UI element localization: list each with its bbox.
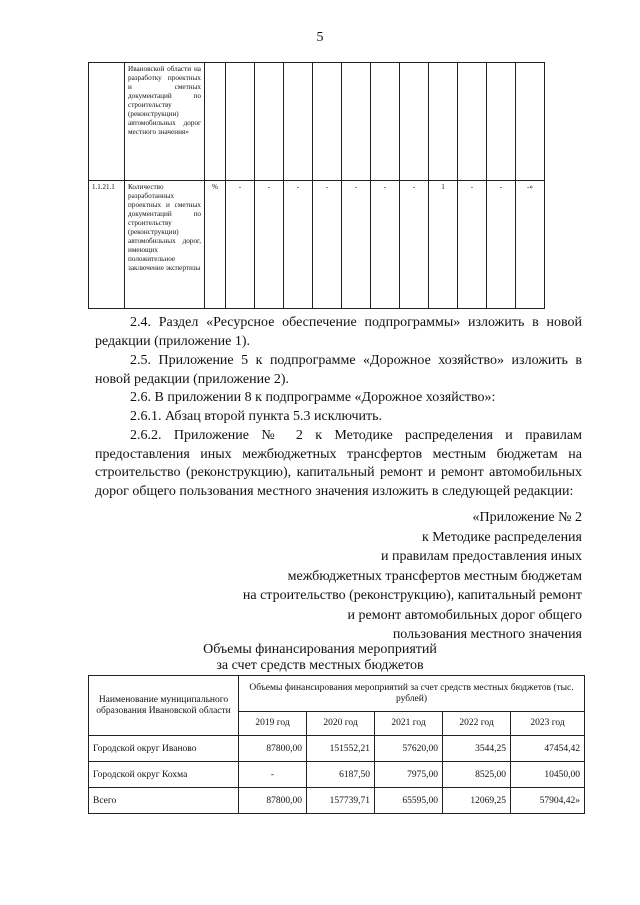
paragraph-2-6: 2.6. В приложении 8 к подпрограмме «Дорожное хозяйство»: xyxy=(130,390,496,405)
year-header: 2022 год xyxy=(443,712,511,736)
page-number: 5 xyxy=(316,30,324,45)
funding-value: 87800,00 xyxy=(239,736,307,762)
indicator-text: Количество разработанных проектных и сметных документаций по строительству (реконструкции) автомобильных дорог, имеющих положительное заключение экспертизы xyxy=(125,181,205,309)
table-row xyxy=(89,736,585,762)
year-header: 2021 год xyxy=(375,712,443,736)
indicator-value: - xyxy=(458,181,487,309)
paragraph-2-4: 2.4. Раздел «Ресурсное обеспечение подпрограммы» изложить в новой редакции (приложение 1). xyxy=(95,315,582,349)
indicator-value xyxy=(342,63,371,181)
indicator-value xyxy=(255,63,284,181)
indicator-row xyxy=(89,63,545,181)
year-header: 2023 год xyxy=(511,712,585,736)
funding-value: 65595,00 xyxy=(375,788,443,814)
indicator-value xyxy=(487,63,516,181)
indicator-value xyxy=(429,63,458,181)
appendix-line: и ремонт автомобильных дорог общего xyxy=(347,607,582,623)
indicator-value xyxy=(226,63,255,181)
funding-value: 12069,25 xyxy=(443,788,511,814)
appendix-line: «Приложение № 2 xyxy=(472,510,582,525)
indicator-value xyxy=(371,63,400,181)
indicator-value: 1 xyxy=(429,181,458,309)
year-header: 2020 год xyxy=(307,712,375,736)
indicator-value: - xyxy=(487,181,516,309)
indicator-value xyxy=(458,63,487,181)
indicator-code: 1.1.21.1 xyxy=(89,181,125,309)
header-municipality: Наименование муниципального образования Ивановской области xyxy=(89,676,239,736)
indicator-value: - xyxy=(371,181,400,309)
indicator-value: - xyxy=(284,181,313,309)
funding-value: 7975,00 xyxy=(375,762,443,788)
indicator-value xyxy=(313,63,342,181)
indicator-value: - xyxy=(313,181,342,309)
table-title-line: за счет средств местных бюджетов xyxy=(216,658,424,673)
funding-value: 87800,00 xyxy=(239,788,307,814)
indicator-value xyxy=(284,63,313,181)
funding-value: 151552,21 xyxy=(307,736,375,762)
indicator-value: - xyxy=(255,181,284,309)
municipality-name: Городской округ Иваново xyxy=(89,736,239,762)
funding-value: 57620,00 xyxy=(375,736,443,762)
funding-value: 47454,42 xyxy=(511,736,585,762)
appendix-line: на строительство (реконструкцию), капитальный ремонт xyxy=(242,588,582,603)
funding-value: 8525,00 xyxy=(443,762,511,788)
indicator-value: - xyxy=(342,181,371,309)
indicator-value xyxy=(400,63,429,181)
indicator-value: - xyxy=(226,181,255,309)
funding-value: 6187,50 xyxy=(307,762,375,788)
appendix-heading xyxy=(162,508,582,645)
finance-table xyxy=(88,675,585,814)
indicator-value xyxy=(516,63,545,181)
indicator-value: -» xyxy=(516,181,545,309)
table-title xyxy=(0,642,640,674)
funding-value: 10450,00 xyxy=(511,762,585,788)
funding-value: 3544,25 xyxy=(443,736,511,762)
funding-value: 157739,71 xyxy=(307,788,375,814)
municipality-name: Городской округ Кохма xyxy=(89,762,239,788)
indicator-unit xyxy=(205,63,226,181)
appendix-line: межбюджетных трансфертов местным бюджетам xyxy=(287,568,582,584)
indicator-code xyxy=(89,63,125,181)
indicator-row xyxy=(89,181,545,309)
year-header: 2019 год xyxy=(239,712,307,736)
header-funding: Объемы финансирования мероприятий за счет средств местных бюджетов (тыс. рублей) xyxy=(239,676,585,712)
table-row xyxy=(89,762,585,788)
paragraph-2-6-2: 2.6.2. Приложение № 2 к Методике распределения и правилам предоставления иных межбюджетных трансфертов местным бюджетам на строительство (реконструкцию), капитальный ремонт и ремонт автомобильных дорог общего пользования местного значения изложить в следующей редакции: xyxy=(95,428,582,499)
appendix-line: к Методике распределения xyxy=(421,529,582,545)
appendix-line: и правилам предоставления иных xyxy=(380,549,582,564)
total-label: Всего xyxy=(89,788,239,814)
table-row-total xyxy=(89,788,585,814)
table-title-line: Объемы финансирования мероприятий xyxy=(203,642,437,657)
paragraph-2-6-1: 2.6.1. Абзац второй пункта 5.3 исключить. xyxy=(130,409,383,424)
indicator-unit: % xyxy=(205,181,226,309)
indicator-table xyxy=(88,62,545,309)
indicator-value: - xyxy=(400,181,429,309)
paragraph-2-5: 2.5. Приложение 5 к подпрограмме «Дорожное хозяйство» изложить в новой редакции (приложение 2). xyxy=(95,353,582,387)
appendix-line: пользования местного значения xyxy=(392,627,582,642)
funding-value: 57904,42» xyxy=(511,788,585,814)
funding-value: - xyxy=(239,762,307,788)
finance-header-row xyxy=(89,676,585,712)
indicator-text: Ивановской области на разработку проектных и сметных документаций по строительству (реконструкции) автомобильных дорог местного значения» xyxy=(125,63,205,181)
